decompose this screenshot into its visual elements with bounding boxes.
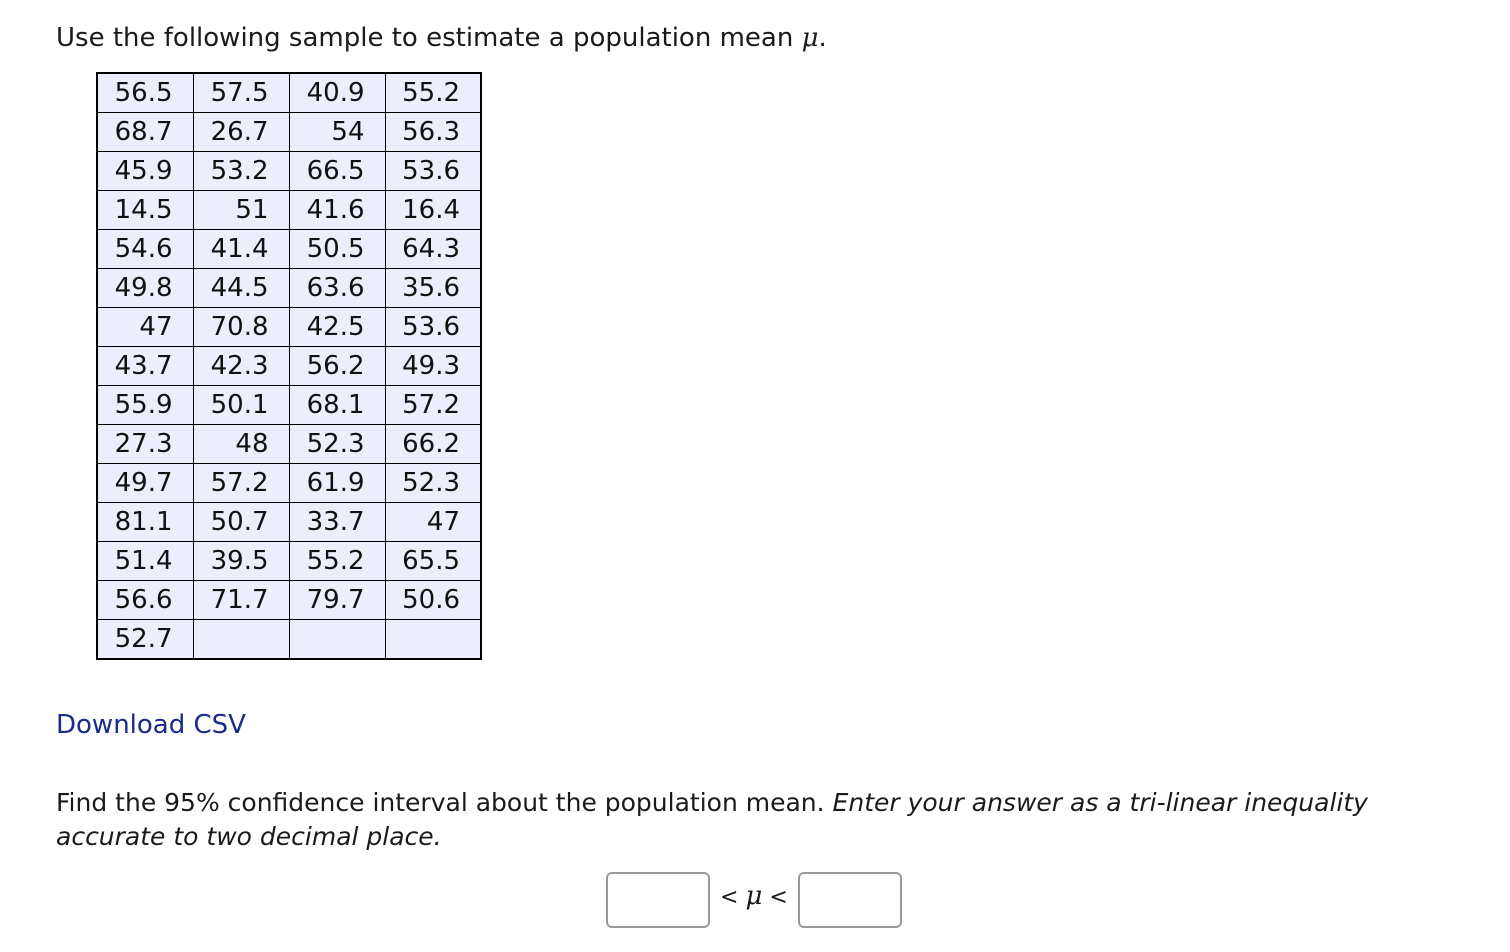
- upper-bound-input[interactable]: [798, 872, 902, 928]
- table-row: [97, 542, 481, 581]
- inequality-label: [720, 881, 788, 911]
- table-row: [97, 191, 481, 230]
- table-cell: 64.3: [385, 230, 481, 269]
- table-cell: 57.2: [385, 386, 481, 425]
- table-cell: 70.8: [193, 308, 289, 347]
- lower-bound-input[interactable]: [606, 872, 710, 928]
- table-cell: 41.6: [289, 191, 385, 230]
- table-cell: 57.5: [193, 73, 289, 113]
- less-than-sign: <: [769, 885, 788, 910]
- table-cell: 52.7: [97, 620, 193, 660]
- table-cell: 50.5: [289, 230, 385, 269]
- table-cell: 42.3: [193, 347, 289, 386]
- table-cell: 52.3: [289, 425, 385, 464]
- table-cell: 56.5: [97, 73, 193, 113]
- table-cell: [385, 620, 481, 660]
- table-cell: 55.9: [97, 386, 193, 425]
- table-cell: 35.6: [385, 269, 481, 308]
- prompt-text: Use the following sample to estimate a population mean: [56, 23, 802, 53]
- table-row: [97, 308, 481, 347]
- table-cell: 55.2: [385, 73, 481, 113]
- table-cell: 43.7: [97, 347, 193, 386]
- table-cell: 50.1: [193, 386, 289, 425]
- table-cell: 61.9: [289, 464, 385, 503]
- table-cell: [289, 620, 385, 660]
- mu-symbol: μ: [801, 23, 819, 53]
- table-cell: 49.8: [97, 269, 193, 308]
- table-row: [97, 581, 481, 620]
- table-cell: 71.7: [193, 581, 289, 620]
- table-row: [97, 425, 481, 464]
- table-row: [97, 464, 481, 503]
- table-cell: 54: [289, 113, 385, 152]
- table-cell: 47: [97, 308, 193, 347]
- answer-inequality: [606, 870, 902, 930]
- table-cell: 50.7: [193, 503, 289, 542]
- table-row: [97, 386, 481, 425]
- question-instructions: Enter your answer as a tri-linear inequality accurate to two decimal place.: [56, 788, 1368, 851]
- table-cell: 63.6: [289, 269, 385, 308]
- table-row: [97, 620, 481, 660]
- table-cell: 56.2: [289, 347, 385, 386]
- table-cell: 26.7: [193, 113, 289, 152]
- table-cell: 49.3: [385, 347, 481, 386]
- table-cell: 56.3: [385, 113, 481, 152]
- table-cell: 56.6: [97, 581, 193, 620]
- mu-symbol: μ: [745, 881, 763, 911]
- table-cell: 53.2: [193, 152, 289, 191]
- table-cell: 54.6: [97, 230, 193, 269]
- table-cell: 51.4: [97, 542, 193, 581]
- sample-data-table: [96, 72, 482, 660]
- table-cell: 81.1: [97, 503, 193, 542]
- table-cell: 42.5: [289, 308, 385, 347]
- table-cell: 68.7: [97, 113, 193, 152]
- table-cell: 53.6: [385, 152, 481, 191]
- table-cell: 57.2: [193, 464, 289, 503]
- table-cell: 55.2: [289, 542, 385, 581]
- table-cell: 79.7: [289, 581, 385, 620]
- table-cell: 49.7: [97, 464, 193, 503]
- question-text: Find the 95% confidence interval about the population mean.: [56, 788, 833, 817]
- table-cell: 40.9: [289, 73, 385, 113]
- table-cell: 14.5: [97, 191, 193, 230]
- table-cell: 16.4: [385, 191, 481, 230]
- table-row: [97, 503, 481, 542]
- prompt-end: .: [818, 23, 827, 53]
- table-cell: 39.5: [193, 542, 289, 581]
- table-row: [97, 230, 481, 269]
- table-cell: 52.3: [385, 464, 481, 503]
- table-row: [97, 347, 481, 386]
- less-than-sign: <: [720, 885, 739, 910]
- table-cell: 66.2: [385, 425, 481, 464]
- table-row: [97, 269, 481, 308]
- table-cell: 45.9: [97, 152, 193, 191]
- table-row: [97, 113, 481, 152]
- table-cell: 53.6: [385, 308, 481, 347]
- table-cell: 33.7: [289, 503, 385, 542]
- table-cell: 41.4: [193, 230, 289, 269]
- table-cell: 50.6: [385, 581, 481, 620]
- table-row: [97, 152, 481, 191]
- table-row: [97, 73, 481, 113]
- interval-question: [56, 786, 1476, 854]
- table-cell: 51: [193, 191, 289, 230]
- table-cell: 47: [385, 503, 481, 542]
- question-prompt: [56, 20, 827, 56]
- table-cell: 68.1: [289, 386, 385, 425]
- table-cell: 48: [193, 425, 289, 464]
- table-cell: 65.5: [385, 542, 481, 581]
- table-cell: 27.3: [97, 425, 193, 464]
- table-cell: [193, 620, 289, 660]
- table-cell: 44.5: [193, 269, 289, 308]
- download-csv-link[interactable]: Download CSV: [56, 710, 246, 740]
- table-cell: 66.5: [289, 152, 385, 191]
